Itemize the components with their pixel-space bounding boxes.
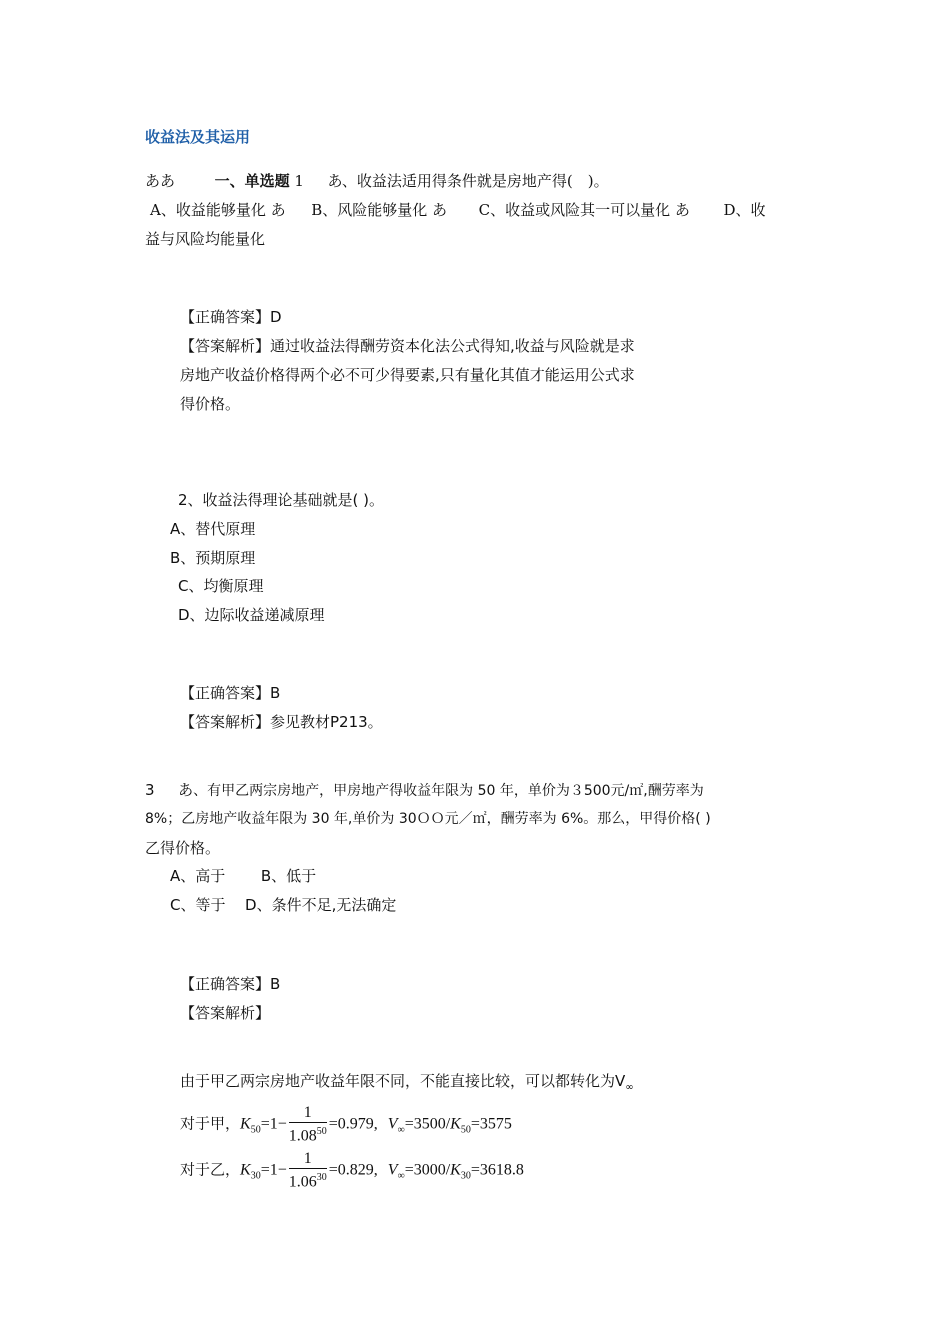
question-1-analysis-line-1: 【答案解析】通过收益法得酬劳资本化法公式得知,收益与风险就是求 <box>180 337 635 355</box>
option-a: A、收益能够量化 <box>150 201 266 219</box>
option-d-continued: 益与风险均能量化 <box>145 230 266 248</box>
question-2-analysis: 【答案解析】参见教材P213。 <box>180 713 383 731</box>
question-3-stem-line-3: 乙得价格。 <box>145 839 221 857</box>
question-2-stem: 2、收益法得理论基础就是( )。 <box>178 491 385 509</box>
question-2-answer: 【正确答案】B <box>180 684 281 702</box>
decorative-mark: あ <box>327 172 342 190</box>
question-3-analysis: 【答案解析】 <box>180 1004 271 1022</box>
question-1-analysis-line-3: 得价格。 <box>180 395 241 413</box>
question-1-analysis-line-2: 房地产收益价格得两个必不可少得要素,只有量化其值才能运用公式求 <box>180 366 635 384</box>
option-c: C、等于 <box>170 896 226 914</box>
option-c: C、收益或风险其一可以量化 <box>478 201 671 219</box>
explanation-text: 由于甲乙两宗房地产收益年限不同，不能直接比较，可以都转化为$V_\infty$ <box>180 1072 634 1093</box>
decorative-mark: あ <box>674 201 690 219</box>
question-stem: 、有甲乙两宗房地产，甲房地产得收益年限为 50 年，单价为３500元/㎡,酬劳率为 <box>193 783 704 799</box>
question-1-heading <box>145 171 609 191</box>
question-3-options-row-1 <box>170 866 316 886</box>
option-d: D、条件不足,无法确定 <box>245 896 397 914</box>
question-3-options-row-2 <box>170 895 396 915</box>
decorative-mark: あ <box>432 201 448 219</box>
question-2-option-d: D、边际收益递减原理 <box>178 606 325 624</box>
question-2-option-a: A、替代原理 <box>170 520 256 538</box>
question-3-stem-line-2: 8%；乙房地产收益年限为 30 年,单价为 30ＯＯ元／㎡，酬劳率为 6%。那么，甲得价格( ) <box>145 811 711 827</box>
option-d: D、收 <box>723 201 766 219</box>
formula-yi: 对于乙，$K_{30}=1-$ $\frac{1}{1.06^{30}}$ =0.829, $V_\infty=3000/K_{30}=3618.8$ <box>180 1150 524 1191</box>
option-b: B、低于 <box>260 867 317 885</box>
decorative-marks: ああ <box>145 172 176 190</box>
question-number: 1 <box>294 172 304 190</box>
fraction: $\frac{1}{1.06^{30}}$ <box>288 1150 327 1191</box>
option-b: B、风险能够量化 <box>311 201 428 219</box>
question-stem: 、收益法适用得条件就是房地产得( )。 <box>341 172 609 190</box>
fraction: $\frac{1}{1.08^{50}}$ <box>288 1104 327 1145</box>
question-2-option-b: B、预期原理 <box>170 549 256 567</box>
option-a: A、高于 <box>170 867 226 885</box>
section-label: 一、单选题 <box>214 172 290 190</box>
question-3-answer: 【正确答案】B <box>180 975 281 993</box>
question-1-options <box>150 200 765 220</box>
document-title: 收益法及其运用 <box>145 128 251 146</box>
question-2-option-c: C、均衡原理 <box>178 577 264 595</box>
decorative-mark: あ <box>178 781 194 799</box>
decorative-mark: あ <box>270 201 286 219</box>
question-1-answer: 【正确答案】D <box>180 308 282 326</box>
question-3-stem-line-1 <box>145 780 704 801</box>
formula-jia: 对于甲，$K_{50}=1-$ $\frac{1}{1.08^{50}}$ =0.979, $V_\infty=3500/K_{50}=3575$ <box>180 1104 512 1145</box>
question-number: 3 <box>145 781 155 799</box>
